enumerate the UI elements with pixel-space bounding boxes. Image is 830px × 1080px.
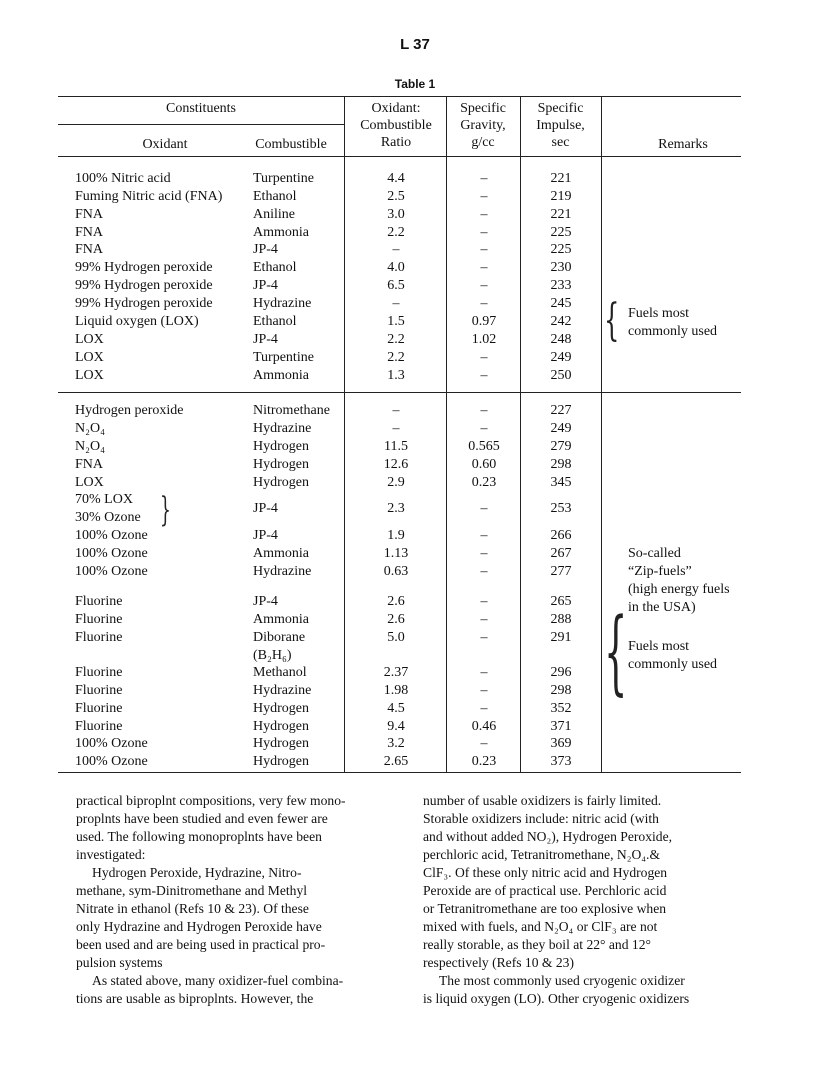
cell-ratio: 2.2: [387, 332, 405, 347]
table-row: [0, 420, 830, 438]
body-line: As stated above, many oxidizer-fuel combina-: [92, 973, 344, 988]
cell-ratio: 1.3: [387, 368, 405, 383]
cell-ratio: 1.13: [383, 546, 409, 561]
cell-specific-gravity: –: [480, 260, 488, 275]
cell-specific-gravity: –: [480, 171, 488, 186]
cell-specific-impulse: 242: [550, 314, 572, 329]
cell-combustible: JP-4: [253, 278, 278, 293]
cell-ratio: 0.63: [383, 564, 409, 579]
cell-specific-impulse: 230: [550, 260, 572, 275]
cell-specific-impulse: 373: [550, 754, 572, 769]
cell-specific-impulse: 288: [550, 612, 572, 627]
body-line: or Tetranitromethane are too explosive when: [423, 901, 667, 916]
cell-oxidant: Fluorine: [75, 665, 123, 680]
body-line: investigated:: [76, 847, 146, 862]
table-row: [0, 170, 830, 188]
body-line: ClF₃. Of these only nitric acid and Hydrogen: [423, 865, 668, 880]
cell-ratio: –: [392, 421, 400, 436]
cell-ratio: 2.2: [387, 350, 405, 365]
cell-oxidant: Hydrogen peroxide: [75, 403, 184, 418]
table-row: [0, 700, 830, 718]
remark-so-called: So-called: [628, 546, 681, 561]
header-isp-line3: sec: [551, 135, 570, 150]
cell-oxidant: 100% Ozone: [75, 528, 148, 543]
cell-combustible: Ethanol: [253, 189, 297, 204]
body-line: methane, sym-Dinitromethane and Methyl: [76, 883, 308, 898]
table-row: [0, 295, 830, 313]
table-row: [0, 188, 830, 206]
cell-ratio: 2.5: [387, 189, 405, 204]
body-line: The most commonly used cryogenic oxidizer: [439, 973, 685, 988]
cell-combustible: Hydrogen: [253, 754, 309, 769]
cell-specific-gravity: –: [480, 736, 488, 751]
cell-specific-gravity: 0.60: [471, 457, 497, 472]
cell-specific-impulse: 296: [550, 665, 572, 680]
cell-combustible: Aniline: [253, 207, 295, 222]
table-row: [0, 474, 830, 492]
table-row: [0, 629, 830, 647]
body-line: used. The following monoproplnts have been: [76, 829, 322, 844]
cell-specific-impulse: 371: [550, 719, 572, 734]
body-line: perchloric acid, Tetranitromethane, N₂O₄.&: [423, 847, 661, 862]
cell-specific-gravity: 0.46: [471, 719, 497, 734]
cell-ratio: –: [392, 296, 400, 311]
cell-combustible-formula: (B₂H₆): [253, 648, 292, 663]
cell-oxidant: Fluorine: [75, 612, 123, 627]
body-line: practical biproplnt compositions, very few mono-: [76, 793, 346, 808]
cell-specific-gravity: –: [480, 350, 488, 365]
cell-combustible: Methanol: [253, 665, 307, 680]
body-line: only Hydrazine and Hydrogen Peroxide have: [76, 919, 322, 934]
remarks-brace-1: {: [604, 295, 620, 346]
cell-ratio: –: [392, 242, 400, 257]
cell-combustible: Hydrogen: [253, 736, 309, 751]
cell-oxidant: 99% Hydrogen peroxide: [75, 278, 213, 293]
cell-combustible: Turpentine: [253, 350, 314, 365]
cell-combustible: JP-4: [253, 242, 278, 257]
header-isp-line2: Impulse,: [536, 118, 585, 133]
cell-combustible: Hydrazine: [253, 564, 312, 579]
cell-ratio: –: [392, 403, 400, 418]
table-row: [0, 545, 830, 563]
body-line: tions are usable as biproplnts. However, the: [76, 991, 314, 1006]
cell-specific-gravity: 0.23: [471, 475, 497, 490]
body-line: pulsion systems: [76, 955, 163, 970]
cell-ratio: 5.0: [387, 630, 405, 645]
cell-ratio: 2.2: [387, 225, 405, 240]
cell-specific-gravity: –: [480, 278, 488, 293]
body-line: mixed with fuels, and N₂O₄ or ClF₃ are not: [423, 919, 658, 934]
header-constituents: Constituents: [165, 101, 236, 116]
cell-combustible: Turpentine: [253, 171, 314, 186]
header-sub-rule: [58, 124, 344, 125]
cell-specific-gravity: –: [480, 207, 488, 222]
cell-specific-gravity: 0.97: [471, 314, 497, 329]
cell-combustible: Hydrogen: [253, 701, 309, 716]
cell-specific-impulse: 345: [550, 475, 572, 490]
table-row: [0, 402, 830, 420]
cell-oxidant: Fluorine: [75, 683, 123, 698]
cell-specific-impulse: 221: [550, 207, 572, 222]
body-line: Peroxide are of practical use. Perchloric acid: [423, 883, 667, 898]
cell-oxidant: LOX: [75, 475, 104, 490]
table-row: [0, 527, 830, 545]
cell-ratio: 6.5: [387, 278, 405, 293]
cell-ratio: 3.0: [387, 207, 405, 222]
cell-combustible: Hydrogen: [253, 475, 309, 490]
cell-oxidant: N₂O₄: [75, 439, 105, 454]
cell-specific-impulse: 227: [550, 403, 572, 418]
body-line: proplnts have been studied and even fewer are: [76, 811, 328, 826]
cell-oxidant: Fluorine: [75, 701, 123, 716]
cell-ratio: 1.9: [387, 528, 405, 543]
table-row: [0, 241, 830, 259]
cell-specific-impulse: 221: [550, 171, 572, 186]
lox-ozone-brace: }: [160, 490, 171, 530]
cell-specific-impulse: 298: [550, 457, 572, 472]
remark-in-usa: in the USA): [628, 600, 696, 615]
cell-oxidant: FNA: [75, 457, 104, 472]
body-line: Nitrate in ethanol (Refs 10 & 23). Of these: [76, 901, 309, 916]
table-row: [0, 277, 830, 295]
cell-oxidant: FNA: [75, 207, 104, 222]
cell-specific-impulse: 245: [550, 296, 572, 311]
cell-oxidant: 100% Ozone: [75, 546, 148, 561]
table-row: [0, 682, 830, 700]
cell-combustible: Diborane: [253, 630, 306, 645]
cell-oxidant: Fluorine: [75, 630, 123, 645]
table-row: [0, 224, 830, 242]
cell-combustible: Ammonia: [253, 368, 309, 383]
cell-combustible: JP-4: [253, 594, 278, 609]
cell-specific-impulse: 298: [550, 683, 572, 698]
header-sg-line2: Gravity,: [460, 118, 506, 133]
cell-ratio: 12.6: [383, 457, 409, 472]
cell-specific-impulse: 266: [550, 528, 572, 543]
remarks-brace-2: {: [604, 598, 628, 705]
table-row: [0, 753, 830, 771]
cell-oxidant: Liquid oxygen (LOX): [75, 314, 199, 329]
body-text-left-column: [76, 792, 396, 1008]
body-line: Storable oxidizers include: nitric acid (with: [423, 811, 659, 826]
cell-specific-gravity: –: [480, 612, 488, 627]
cell-specific-gravity: –: [480, 225, 488, 240]
header-sg-line1: Specific: [460, 101, 506, 116]
header-ratio-line3: Ratio: [380, 135, 412, 150]
table-row: [0, 735, 830, 753]
cell-ratio: 4.0: [387, 260, 405, 275]
cell-ratio: 4.4: [387, 171, 405, 186]
cell-specific-gravity: 1.02: [471, 332, 497, 347]
body-line: is liquid oxygen (LO). Other cryogenic oxidizers: [423, 991, 690, 1006]
cell-oxidant: 30% Ozone: [75, 510, 141, 525]
cell-ratio: 4.5: [387, 701, 405, 716]
cell-combustible: Hydrogen: [253, 719, 309, 734]
cell-specific-gravity: –: [480, 665, 488, 680]
header-specific-gravity: [446, 100, 520, 151]
cell-specific-gravity: –: [480, 564, 488, 579]
table-row: [0, 349, 830, 367]
cell-specific-impulse: 291: [550, 630, 572, 645]
body-line: and without added NO₂), Hydrogen Peroxide,: [423, 829, 672, 844]
cell-oxidant: Fuming Nitric acid (FNA): [75, 189, 223, 204]
remark-fuels-most-2: Fuels most: [628, 639, 690, 654]
table-row: [0, 718, 830, 736]
cell-specific-gravity: –: [480, 403, 488, 418]
cell-ratio: 9.4: [387, 719, 405, 734]
cell-specific-impulse: 250: [550, 368, 572, 383]
cell-oxidant: LOX: [75, 332, 104, 347]
cell-ratio: 1.5: [387, 314, 405, 329]
cell-specific-impulse: 225: [550, 242, 572, 257]
cell-specific-gravity: –: [480, 528, 488, 543]
cell-ratio: 2.3: [387, 501, 405, 516]
cell-combustible: Hydrazine: [253, 683, 312, 698]
cell-combustible: Hydrogen: [253, 457, 309, 472]
table-row: [0, 438, 830, 456]
cell-combustible: Ammonia: [253, 612, 309, 627]
remark-high-energy: (high energy fuels: [628, 582, 730, 597]
cell-combustible: JP-4: [253, 332, 278, 347]
header-bottom-rule: [58, 156, 741, 157]
section-divider-rule: [58, 392, 741, 393]
cell-oxidant: 100% Ozone: [75, 564, 148, 579]
table-caption: Table 1: [394, 77, 436, 91]
table-row-lox-ozone-values: [0, 500, 830, 518]
header-sg-line3: g/cc: [471, 135, 495, 150]
table-top-rule: [58, 96, 741, 97]
remark-commonly-used-2: commonly used: [628, 657, 718, 672]
table-row: [0, 367, 830, 385]
cell-specific-impulse: 253: [550, 501, 572, 516]
cell-ratio: 11.5: [384, 439, 408, 454]
cell-specific-impulse: 265: [550, 594, 572, 609]
cell-specific-impulse: 233: [550, 278, 572, 293]
cell-specific-impulse: 279: [550, 439, 572, 454]
cell-ratio: 2.6: [387, 612, 405, 627]
header-remarks: Remarks: [658, 137, 708, 152]
cell-combustible: JP-4: [253, 528, 278, 543]
cell-specific-gravity: –: [480, 242, 488, 257]
cell-specific-gravity: –: [480, 630, 488, 645]
table-bottom-rule: [58, 772, 741, 773]
cell-specific-impulse: 219: [550, 189, 572, 204]
cell-specific-gravity: –: [480, 296, 488, 311]
cell-specific-impulse: 277: [550, 564, 572, 579]
cell-ratio: 2.6: [387, 594, 405, 609]
cell-oxidant: 99% Hydrogen peroxide: [75, 296, 213, 311]
cell-specific-impulse: 249: [550, 421, 572, 436]
cell-combustible: Ammonia: [253, 225, 309, 240]
body-line: Hydrogen Peroxide, Hydrazine, Nitro-: [92, 865, 302, 880]
cell-specific-impulse: 267: [550, 546, 572, 561]
remark-fuels-most-1: Fuels most: [628, 306, 690, 321]
cell-combustible: Hydrogen: [253, 439, 309, 454]
cell-ratio: 2.65: [383, 754, 409, 769]
cell-specific-gravity: –: [480, 421, 488, 436]
header-ratio: [346, 100, 446, 151]
cell-oxidant: LOX: [75, 368, 104, 383]
header-oxidant: Oxidant: [142, 137, 188, 152]
cell-specific-gravity: –: [480, 683, 488, 698]
cell-oxidant: N₂O₄: [75, 421, 105, 436]
cell-specific-impulse: 248: [550, 332, 572, 347]
table-row: [0, 259, 830, 277]
body-line: number of usable oxidizers is fairly limited.: [423, 793, 662, 808]
header-ratio-line1: Oxidant:: [371, 101, 421, 116]
cell-ratio: 1.98: [383, 683, 409, 698]
cell-combustible: JP-4: [253, 501, 278, 516]
header-specific-impulse: [520, 100, 601, 151]
cell-ratio: 2.9: [387, 475, 405, 490]
remark-commonly-used-1: commonly used: [628, 324, 718, 339]
cell-oxidant: FNA: [75, 225, 104, 240]
cell-ratio: 2.37: [383, 665, 409, 680]
cell-specific-gravity: –: [480, 501, 488, 516]
table-row: [0, 206, 830, 224]
cell-specific-gravity: 0.565: [468, 439, 500, 454]
cell-specific-gravity: –: [480, 594, 488, 609]
cell-oxidant: 100% Ozone: [75, 754, 148, 769]
cell-oxidant: 100% Ozone: [75, 736, 148, 751]
body-line: been used and are being used in practical pro-: [76, 937, 326, 952]
cell-specific-gravity: 0.23: [471, 754, 497, 769]
table-row: [0, 456, 830, 474]
cell-oxidant: Fluorine: [75, 594, 123, 609]
cell-specific-gravity: –: [480, 546, 488, 561]
cell-specific-impulse: 225: [550, 225, 572, 240]
cell-specific-gravity: –: [480, 189, 488, 204]
cell-oxidant: 99% Hydrogen peroxide: [75, 260, 213, 275]
cell-combustible: Hydrazine: [253, 421, 312, 436]
cell-specific-impulse: 249: [550, 350, 572, 365]
table-row: [0, 611, 830, 629]
body-line: really storable, as they boil at 22° and 12°: [423, 937, 651, 952]
cell-oxidant: LOX: [75, 350, 104, 365]
table-row: [0, 563, 830, 581]
cell-combustible: Ammonia: [253, 546, 309, 561]
cell-specific-impulse: 369: [550, 736, 572, 751]
body-line: respectively (Refs 10 & 23): [423, 955, 574, 970]
cell-specific-gravity: –: [480, 368, 488, 383]
page-header: L 37: [400, 36, 430, 53]
body-text-right-column: [423, 792, 753, 1008]
cell-specific-gravity: –: [480, 701, 488, 716]
cell-oxidant: 70% LOX: [75, 492, 133, 507]
cell-oxidant: Fluorine: [75, 719, 123, 734]
cell-oxidant: FNA: [75, 242, 104, 257]
cell-specific-impulse: 352: [550, 701, 572, 716]
cell-combustible: Nitromethane: [253, 403, 330, 418]
cell-oxidant: 100% Nitric acid: [75, 171, 171, 186]
header-isp-line1: Specific: [537, 101, 584, 116]
cell-combustible: Hydrazine: [253, 296, 312, 311]
cell-ratio: 3.2: [387, 736, 405, 751]
header-ratio-line2: Combustible: [360, 118, 432, 133]
cell-combustible: Ethanol: [253, 260, 297, 275]
header-combustible: Combustible: [255, 137, 327, 152]
remark-zip-fuels: “Zip-fuels”: [628, 564, 692, 579]
cell-combustible: Ethanol: [253, 314, 297, 329]
